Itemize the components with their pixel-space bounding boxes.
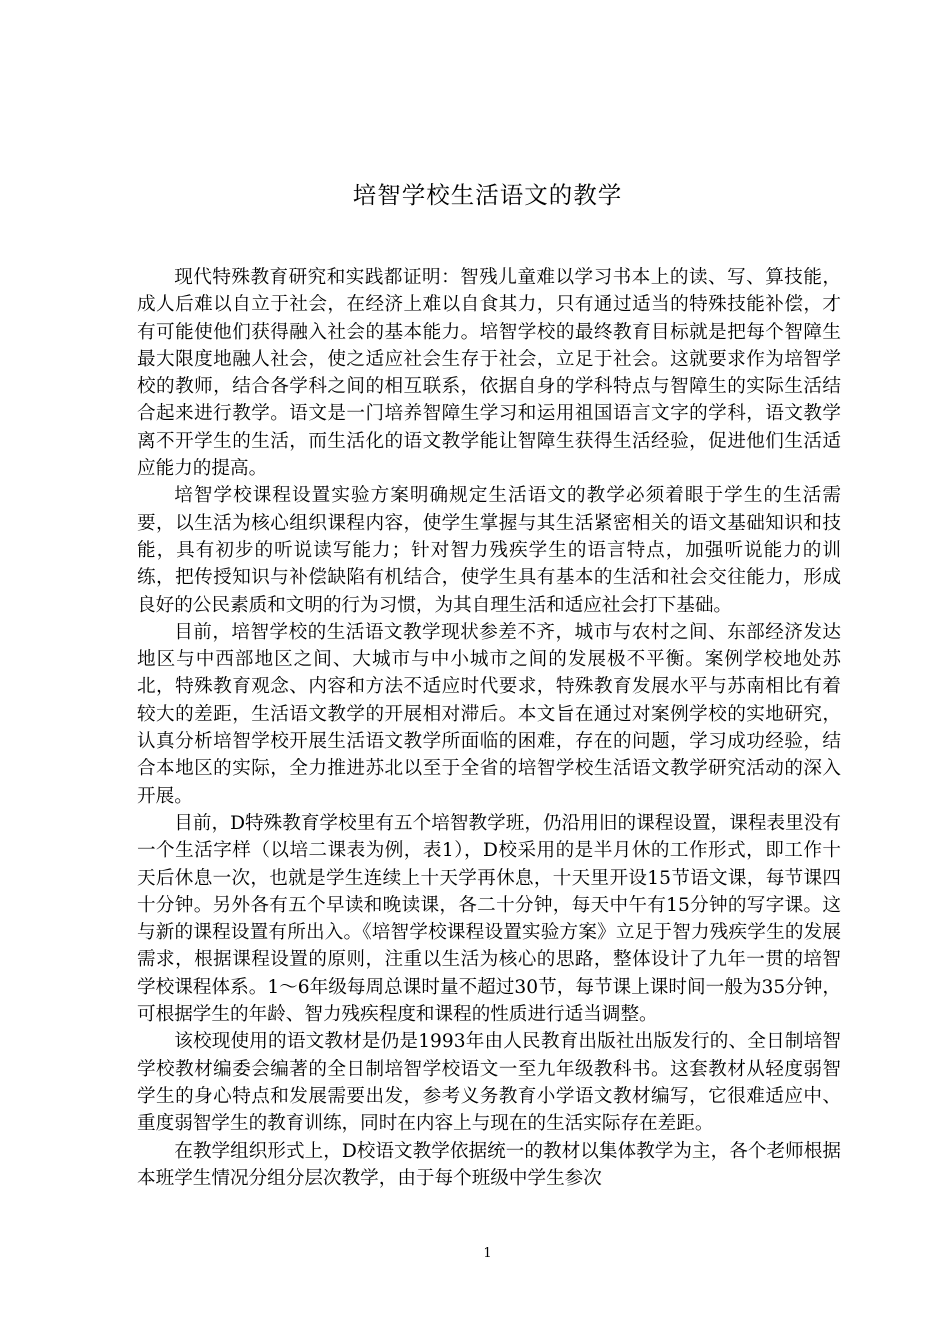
page-number: 1 — [483, 1246, 492, 1261]
document-title: 培智学校生活语文的教学 — [352, 181, 623, 209]
paragraph-5: 该校现使用的语文教材是仍是1993年由人民教育出版社出版发行的、全日制培智学校教材编委会编著的全日制培智学校语文一至九年级教科书。这套教材从轻度弱智学生的身心特点和发展需要出发，参考义务教育小学语文教材编写，它很难适应中、重度弱智学生的教育训练，同时在内容上与现在的生活实际存在差距。 — [137, 1031, 841, 1135]
paragraph-6: 在教学组织形式上，D校语文教学依据统一的教材以集体教学为主，各个老师根据本班学生情况分组分层次教学，由于每个班级中学生参次 — [137, 1140, 841, 1189]
paragraph-3: 目前，培智学校的生活语文教学现状参差不齐，城市与农村之间、东部经济发达地区与中西部地区之间、大城市与中小城市之间的发展极不平衡。案例学校地处苏北，特殊教育观念、内容和方法不适应时代要求，特殊教育发展水平与苏南相比有着较大的差距，生活语文教学的开展相对滞后。本文旨在通过对案例学校的实地研究，认真分析培智学校开展生活语文教学所面临的困难，存在的问题，学习成功经验，结合本地区的实际，全力推进苏北以至于全省的培智学校生活语文教学研究活动的深入开展。 — [137, 621, 841, 807]
paragraph-4: 目前，D特殊教育学校里有五个培智教学班，仍沿用旧的课程设置，课程表里没有一个生活字样（以培二课表为例，表1），D校采用的是半月休的工作形式，即工作十天后休息一次，也就是学生连续上十天学再休息，十天里开设15节语文课，每节课四十分钟。另外各有五个早读和晚读课，各二十分钟，每天中午有15分钟的写字课。这与新的课程设置有所出入。《培智学校课程设置实验方案》立足于智力残疾学生的发展需求，根据课程设置的原则，注重以生活为核心的思路，整体设计了九年一贯的培智学校课程体系。1～6年级每周总课时量不超过30节，每节课上课时间一般为35分钟，可根据学生的年龄、智力残疾程度和课程的性质进行适当调整。 — [137, 812, 841, 1026]
paragraph-1: 现代特殊教育研究和实践都证明：智残儿童难以学习书本上的读、写、算技能，成人后难以自立于社会，在经济上难以自食其力，只有通过适当的特殊技能补偿，才有可能使他们获得融入社会的基本能力。培智学校的最终教育目标就是把每个智障生最大限度地融人社会，使之适应社会生存于社会，立足于社会。这就要求作为培智学校的教师，结合各学科之间的相互联系，依据自身的学科特点与智障生的实际生活结合起来进行教学。语文是一门培养智障生学习和运用祖国语言文字的学科，语文教学离不开学生的生活，而生活化的语文教学能让智障生获得生活经验，促进他们生活适应能力的提高。 — [137, 267, 841, 480]
paragraph-2: 培智学校课程设置实验方案明确规定生活语文的教学必须着眼于学生的生活需要，以生活为核心组织课程内容，使学生掌握与其生活紧密相关的语文基础知识和技能，具有初步的听说读写能力；针对智力残疾学生的语言特点，加强听说能力的训练，把传授知识与补偿缺陷有机结合，使学生具有基本的生活和社会交往能力，形成良好的公民素质和文明的行为习惯，为其自理生活和适应社会打下基础。 — [137, 485, 841, 616]
document-body — [137, 264, 841, 1192]
